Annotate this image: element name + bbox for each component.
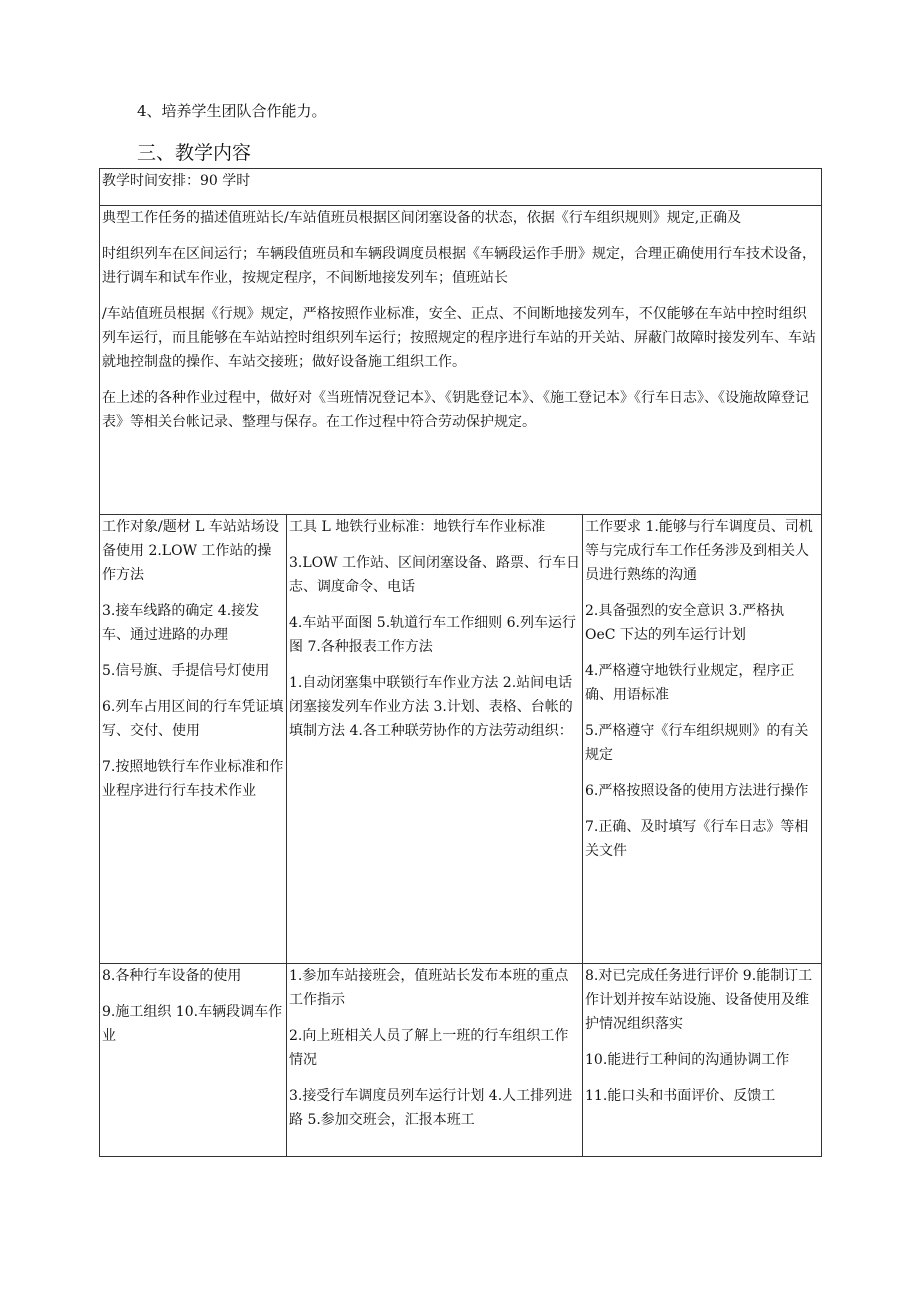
requirement-item: 8.对已完成任务进行评价 9.能制订工作计划并按车站设施、设备使用及维护情况组织落实 [585,968,813,1032]
requirement-item: 工作要求 1.能够与行车调度员、司机等与完成行车工作任务涉及到相关人员进行熟练的沟通 [585,519,813,583]
description-cell [100,206,822,515]
teaching-content-table [99,168,822,1157]
work-object-item: 9.施工组织 10.车辆段调车作业 [102,1004,283,1044]
tool-item: 4.车站平面图 5.轨道行车工作细则 6.列车运行图 7.各种报表工作方法 [289,615,576,655]
work-objects-cell [100,964,287,1157]
requirement-item: 4.严格遵守地铁行业规定，程序正确、用语标准 [585,663,795,703]
tool-item: 3.接受行车调度员列车运行计划 4.人工排列进路 5.参加交班会，汇报本班工 [289,1088,573,1128]
section-heading: 三、教学内容 [137,142,252,164]
work-object-item: 7.按照地铁行车作业标准和作业程序进行行车技术作业 [102,759,284,799]
requirement-item: 11.能口头和书面评价、反馈工 [585,1088,776,1104]
work-object-item: 5.信号旗、手提信号灯使用 [102,663,270,679]
work-object-item: 8.各种行车设备的使用 [102,968,242,984]
tool-item: 1.自动闭塞集中联锁行车作业方法 2.站间电话闭塞接发列车作业方法 3.计划、表格、台帐的填制方法 4.各工种联劳协作的方法劳动组织： [289,675,573,739]
tools-cell [287,515,583,964]
tool-item: 1.参加车站接班会，值班站长发布本班的重点工作指示 [289,968,569,1008]
work-object-item: 6.列车占用区间的行车凭证填写、交付、使用 [102,699,284,739]
requirements-cell [583,964,822,1157]
requirements-cell [583,515,822,964]
work-objects-cell [100,515,287,964]
hours-cell: 教学时间安排：90 学时 [100,169,822,206]
requirement-item: 7.正确、及时填写《行车日志》等相关文件 [585,819,809,859]
tool-item: 2.向上班相关人员了解上一班的行车组织工作情况 [289,1028,569,1068]
tools-cell [287,964,583,1157]
requirement-item: 5.严格遵守《行车组织规则》的有关规定 [585,723,809,763]
requirement-item: 10.能进行工种间的沟通协调工作 [585,1052,790,1068]
description-paragraph: 典型工作任务的描述值班站长/车站值班员根据区间闭塞设备的状态，依据《行车组织规则》规定,正确及 [102,210,742,226]
requirement-item: 6.严格按照设备的使用方法进行操作 [585,783,809,799]
description-row [100,206,822,515]
requirement-item: 2.具备强烈的安全意识 3.严格执 OeC 下达的列车运行计划 [585,603,785,643]
work-detail-row-2 [100,964,822,1157]
work-object-item: 工作对象/题材 L 车站站场设备使用 2.LOW 工作站的操作方法 [102,519,279,583]
description-paragraph: /车站值班员根据《行规》规定，严格按照作业标准，安全、正点、不间断地接发列车，不仅能够在车站中控时组织列车运行，而且能够在车站站控时组织列车运行；按照规定的程序进行车站的开关站、屏蔽门故障时接发列车、车站就地控制盘的操作、车站交接班；做好设备施工组织工作。 [102,306,816,370]
description-paragraph: 在上述的各种作业过程中，做好对《当班情况登记本》、《钥匙登记本》、《施工登记本》《行车日志》、《设施故障登记表》等相关台帐记录、整理与保存。在工作过程中符合劳动保护规定。 [102,390,809,430]
work-detail-row-1 [100,515,822,964]
hours-row [100,169,822,206]
work-object-item: 3.接车线路的确定 4.接发车、通过进路的办理 [102,603,260,643]
point-4-text: 4、培养学生团队合作能力。 [137,102,327,120]
tool-item: 3.LOW 工作站、区间闭塞设备、路票、行车日志、调度命令、电话 [289,555,580,595]
description-paragraph: 时组织列车在区间运行；车辆段值班员和车辆段调度员根据《车辆段运作手册》规定，合理正确使用行车技术设备，进行调车和试车作业，按规定程序，不间断地接发列车；值班站长 [102,246,816,286]
tool-item: 工具 L 地铁行业标准：地铁行车作业标准 [289,519,546,535]
